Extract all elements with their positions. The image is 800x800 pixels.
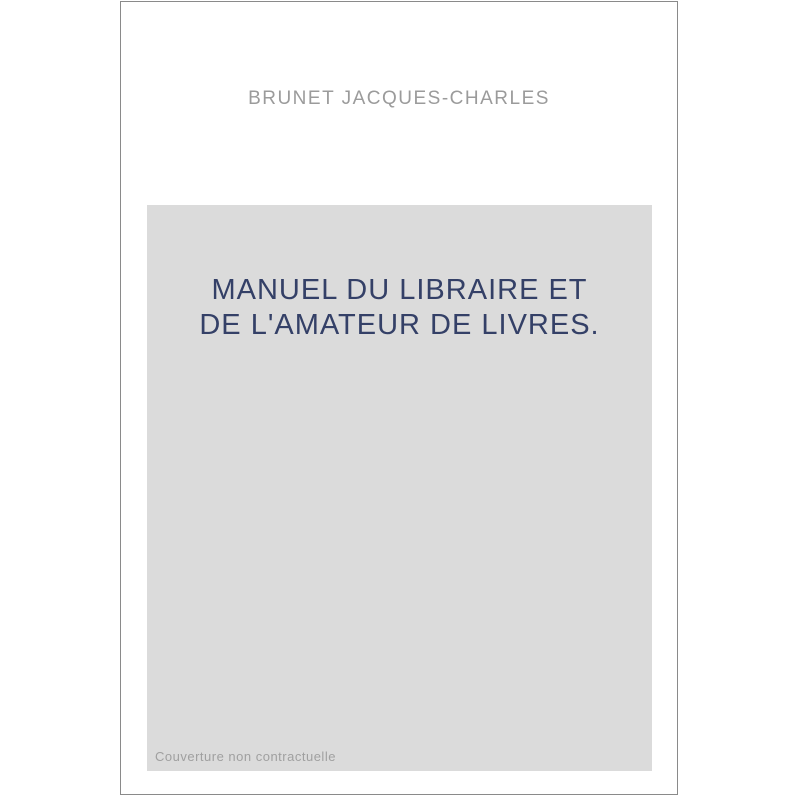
cover-disclaimer: Couverture non contractuelle [155, 749, 336, 764]
book-title-line-2: DE L'AMATEUR DE LIVRES. [199, 309, 600, 341]
author-name: BRUNET JACQUES-CHARLES [248, 88, 550, 109]
book-title [147, 273, 652, 343]
cover-placeholder-area [147, 205, 652, 771]
book-title-line-1: MANUEL DU LIBRAIRE ET [211, 274, 588, 306]
cover-page-frame [120, 1, 678, 795]
